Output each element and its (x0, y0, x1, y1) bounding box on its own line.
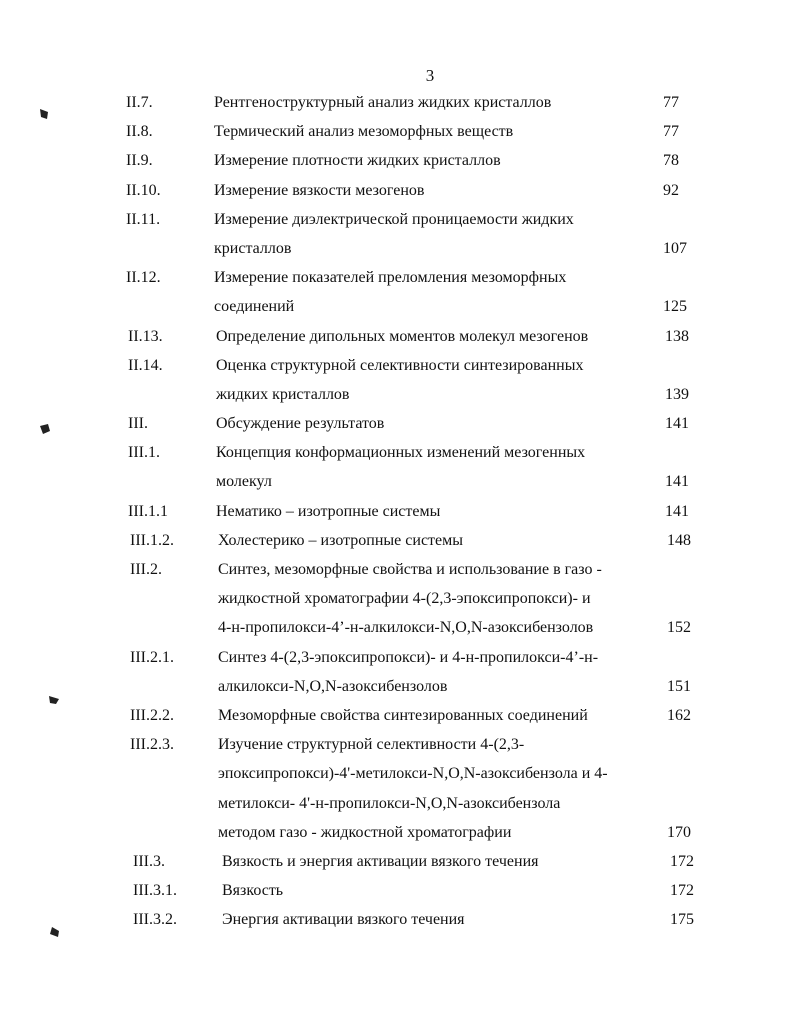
toc-entry-title: Синтез, мезоморфные свойства и использование в газо - (218, 561, 602, 578)
margin-mark-icon (48, 694, 60, 706)
toc-entry-title: Синтез 4-(2,3-эпоксипропокси)- и 4-н-пропилокси-4’-н- (218, 648, 599, 666)
toc-entry-page: 172 (670, 852, 694, 870)
toc-entry-number: III. (128, 415, 148, 433)
toc-entry-page: 139 (665, 385, 689, 403)
toc-entry-title: Измерение показателей преломления мезоморфных (214, 269, 567, 287)
toc-entry-number: III.1. (128, 444, 160, 462)
toc-entry (0, 438, 797, 496)
toc-entry-title: Оценка структурной селективности синтезированных (216, 356, 584, 374)
toc-entry (0, 876, 797, 905)
toc-entry-number: II.12. (126, 269, 161, 287)
margin-mark-icon (39, 423, 51, 435)
toc-entry-title: Рентгеноструктурный анализ жидких кристаллов (214, 94, 552, 111)
toc-entry-number: III.3.2. (133, 911, 177, 929)
page-number: 3 (425, 66, 435, 85)
toc-entry-page: 141 (665, 473, 689, 491)
toc-entry-title: эпоксипропокси)-4'-метилокси-N,O,N-азоксибензола и 4- (218, 765, 608, 783)
toc-entry-number: III.2.1. (130, 648, 174, 666)
toc-entry (0, 643, 797, 701)
toc-entry-number: II.8. (126, 123, 153, 141)
toc-entry-page: 151 (667, 677, 691, 695)
toc-entry-title: Обсуждение результатов (216, 415, 385, 433)
toc-entry (0, 555, 797, 643)
toc-entry-number: III.2. (130, 561, 162, 578)
toc-entry-page: 107 (663, 239, 687, 257)
toc-entry (0, 88, 797, 117)
toc-entry-number: III.2.2. (130, 706, 174, 724)
toc-entry (0, 263, 797, 321)
toc-entry-number: II.13. (128, 327, 163, 345)
toc-entry-number: II.11. (126, 210, 161, 228)
toc-entry-title: Вязкость и энергия активации вязкого течения (222, 852, 539, 870)
toc-entry-number: II.10. (126, 181, 161, 199)
toc-entry-title: жидких кристаллов (216, 385, 350, 403)
toc-entry-number: III.3.1. (133, 882, 177, 900)
margin-mark-icon (49, 926, 61, 938)
toc-entry (0, 847, 797, 876)
toc-entry-title: Нематико – изотропные системы (216, 502, 441, 520)
toc-entry-page: 152 (667, 619, 691, 637)
toc-entry-page: 172 (670, 882, 694, 900)
toc-entry (0, 497, 797, 526)
toc-entry-number: II.9. (126, 152, 153, 170)
toc-entry-page: 148 (667, 531, 691, 549)
toc-entry-title: Мезоморфные свойства синтезированных соединений (218, 706, 588, 724)
toc-entry-title: молекул (216, 473, 272, 491)
toc-entry-title: алкилокси-N,O,N-азоксибензолов (218, 677, 448, 695)
toc-entry-page: 141 (665, 502, 689, 520)
toc-entry (0, 730, 797, 847)
toc-entry-number: III.2.3. (130, 736, 174, 754)
toc-entry-page: 77 (663, 123, 679, 141)
toc-entry-title: соединений (214, 298, 295, 316)
toc-entry-title: жидкостной хроматографии 4-(2,3-эпоксипропокси)- и (218, 590, 591, 608)
toc-entry-title: 4-н-пропилокси-4’-н-алкилокси-N,O,N-азоксибензолов (218, 619, 594, 637)
toc-entry (0, 176, 797, 205)
toc-entry-number: III.1.2. (130, 531, 174, 549)
toc-entry-number: III.3. (133, 852, 165, 870)
table-of-contents (0, 88, 797, 934)
toc-entry (0, 205, 797, 263)
toc-entry-number: III.1.1 (128, 502, 168, 520)
toc-entry-title: Измерение плотности жидких кристаллов (214, 152, 501, 170)
toc-entry (0, 146, 797, 175)
toc-entry (0, 526, 797, 555)
toc-entry-number: II.14. (128, 356, 163, 374)
toc-entry-title: Холестерико – изотропные системы (218, 531, 464, 549)
toc-entry-page: 125 (663, 298, 687, 316)
margin-mark-icon (38, 108, 50, 120)
toc-entry-title: метилокси- 4'-н-пропилокси-N,O,N-азоксибензола (218, 794, 561, 812)
toc-entry-title: Измерение вязкости мезогенов (214, 181, 425, 199)
toc-entry-title: методом газо - жидкостной хроматографии (218, 823, 512, 841)
toc-entry-title: кристаллов (214, 239, 292, 257)
toc-entry (0, 409, 797, 438)
toc-entry-title: Определение дипольных моментов молекул мезогенов (216, 327, 589, 345)
toc-entry (0, 351, 797, 409)
toc-entry-page: 138 (665, 327, 689, 345)
toc-entry-title: Концепция конформационных изменений мезогенных (216, 444, 586, 462)
toc-entry-title: Измерение диэлектрической проницаемости жидких (214, 210, 574, 228)
toc-entry-page: 141 (665, 415, 689, 433)
toc-entry-page: 175 (670, 911, 694, 929)
toc-entry-page: 92 (663, 181, 679, 199)
toc-entry-title: Изучение структурной селективности 4-(2,3- (218, 736, 525, 754)
toc-entry (0, 701, 797, 730)
toc-entry (0, 322, 797, 351)
toc-entry-title: Термический анализ мезоморфных веществ (214, 123, 514, 141)
toc-entry (0, 905, 797, 934)
toc-entry-title: Вязкость (222, 882, 284, 900)
toc-entry-page: 162 (667, 706, 691, 724)
toc-entry (0, 117, 797, 146)
toc-entry-number: II.7. (126, 94, 153, 111)
toc-entry-page: 78 (663, 152, 679, 170)
toc-entry-page: 77 (663, 94, 679, 111)
toc-entry-page: 170 (667, 823, 691, 841)
toc-entry-title: Энергия активации вязкого течения (222, 911, 465, 929)
